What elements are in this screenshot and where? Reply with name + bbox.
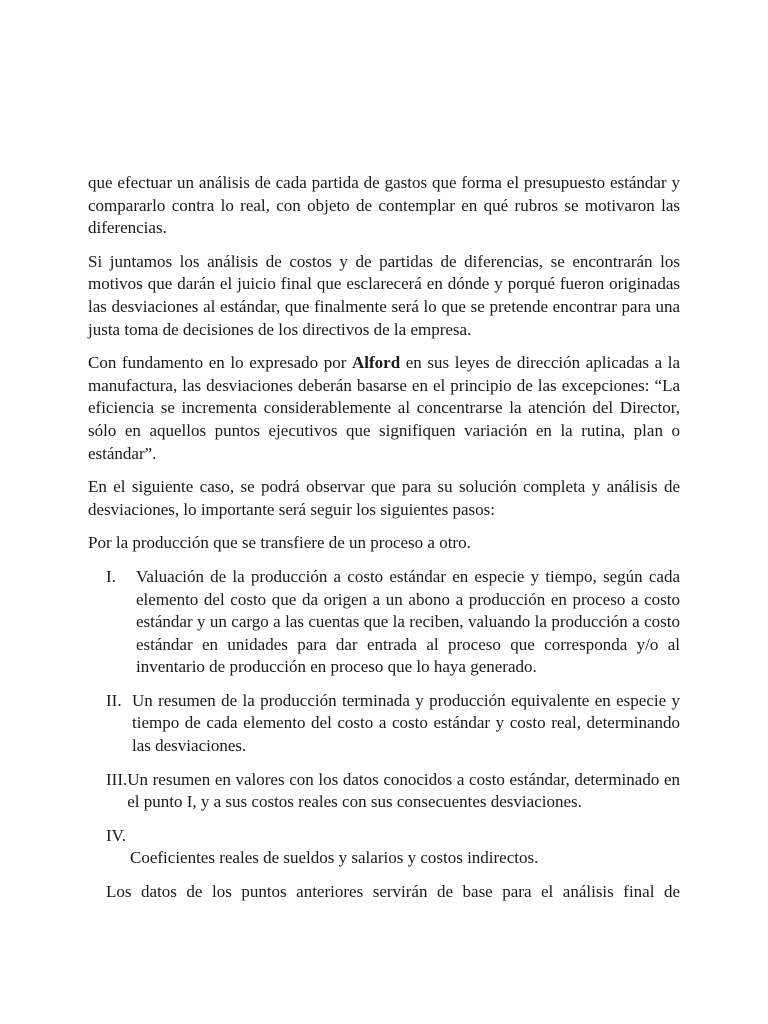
list-item-text: Coeficientes reales de sueldos y salarios y costos indirectos. [130, 848, 539, 868]
paragraph-4: En el siguiente caso, se podrá observar que para su solución completa y análisis de desviaciones, lo importante será seguir los siguientes pasos: [88, 477, 680, 519]
list-item [106, 690, 680, 758]
author-name-bold: Alford [351, 353, 401, 373]
paragraph-1: que efectuar un análisis de cada partida de gastos que forma el presupuesto estándar y compararlo contra lo real, con objeto de contemplar en qué rubros se motivaron las diferencias. [88, 173, 680, 238]
paragraph-6: Los datos de los puntos anteriores servirán de base para el análisis final de [106, 882, 680, 902]
list-item-number: I. [106, 566, 116, 586]
list-item-text: Un resumen en valores con los datos conocidos a costo estándar, determinado en el punto I, y a sus costos reales con sus consecuentes desviaciones. [127, 769, 680, 812]
list-item-number: IV. [106, 825, 126, 845]
list-item-number: III. [106, 769, 128, 789]
paragraph-3-lead: Con fundamento en lo expresado por [88, 353, 352, 373]
paragraph-3-rest: en sus leyes de dirección aplicadas a la manufactura, las desviaciones deberán basarse en el principio de las excepciones: “La eficiencia se incrementa considerablemente al concentrarse la atención del Director, sólo en aquellos puntos ejecutivos que signifiquen variación en la rutina, plan o estándar”. [88, 353, 680, 463]
document-body [88, 172, 680, 915]
list-item-text: Valuación de la producción a costo estándar en especie y tiempo, según cada elemento del costo que da origen a un abono a producción en proceso a costo estándar y un cargo a las cuentas que la reciben, valuando la producción a costo estándar en unidades para dar entrada al proceso que corresponda y/o al inventario de producción en proceso que lo haya generado. [136, 566, 680, 677]
list-item [106, 566, 680, 679]
list-item-text: Un resumen de la producción terminada y producción equivalente en especie y tiempo de cada elemento del costo a costo estándar y costo real, determinando las desviaciones. [132, 690, 680, 756]
steps-list [106, 566, 680, 870]
list-item [106, 825, 680, 870]
paragraph-5: Por la producción que se transfiere de un proceso a otro. [88, 533, 471, 553]
paragraph-2: Si juntamos los análisis de costos y de partidas de diferencias, se encontrarán los motivos que darán el juicio final que esclarecerá en dónde y porqué fueron originadas las desviaciones al estándar, que finalmente será lo que se pretende encontrar para una justa toma de decisiones de los directivos de la empresa. [88, 251, 680, 339]
paragraph-3 [88, 352, 680, 465]
list-item-number: II. [106, 690, 122, 710]
list-item [106, 769, 680, 814]
